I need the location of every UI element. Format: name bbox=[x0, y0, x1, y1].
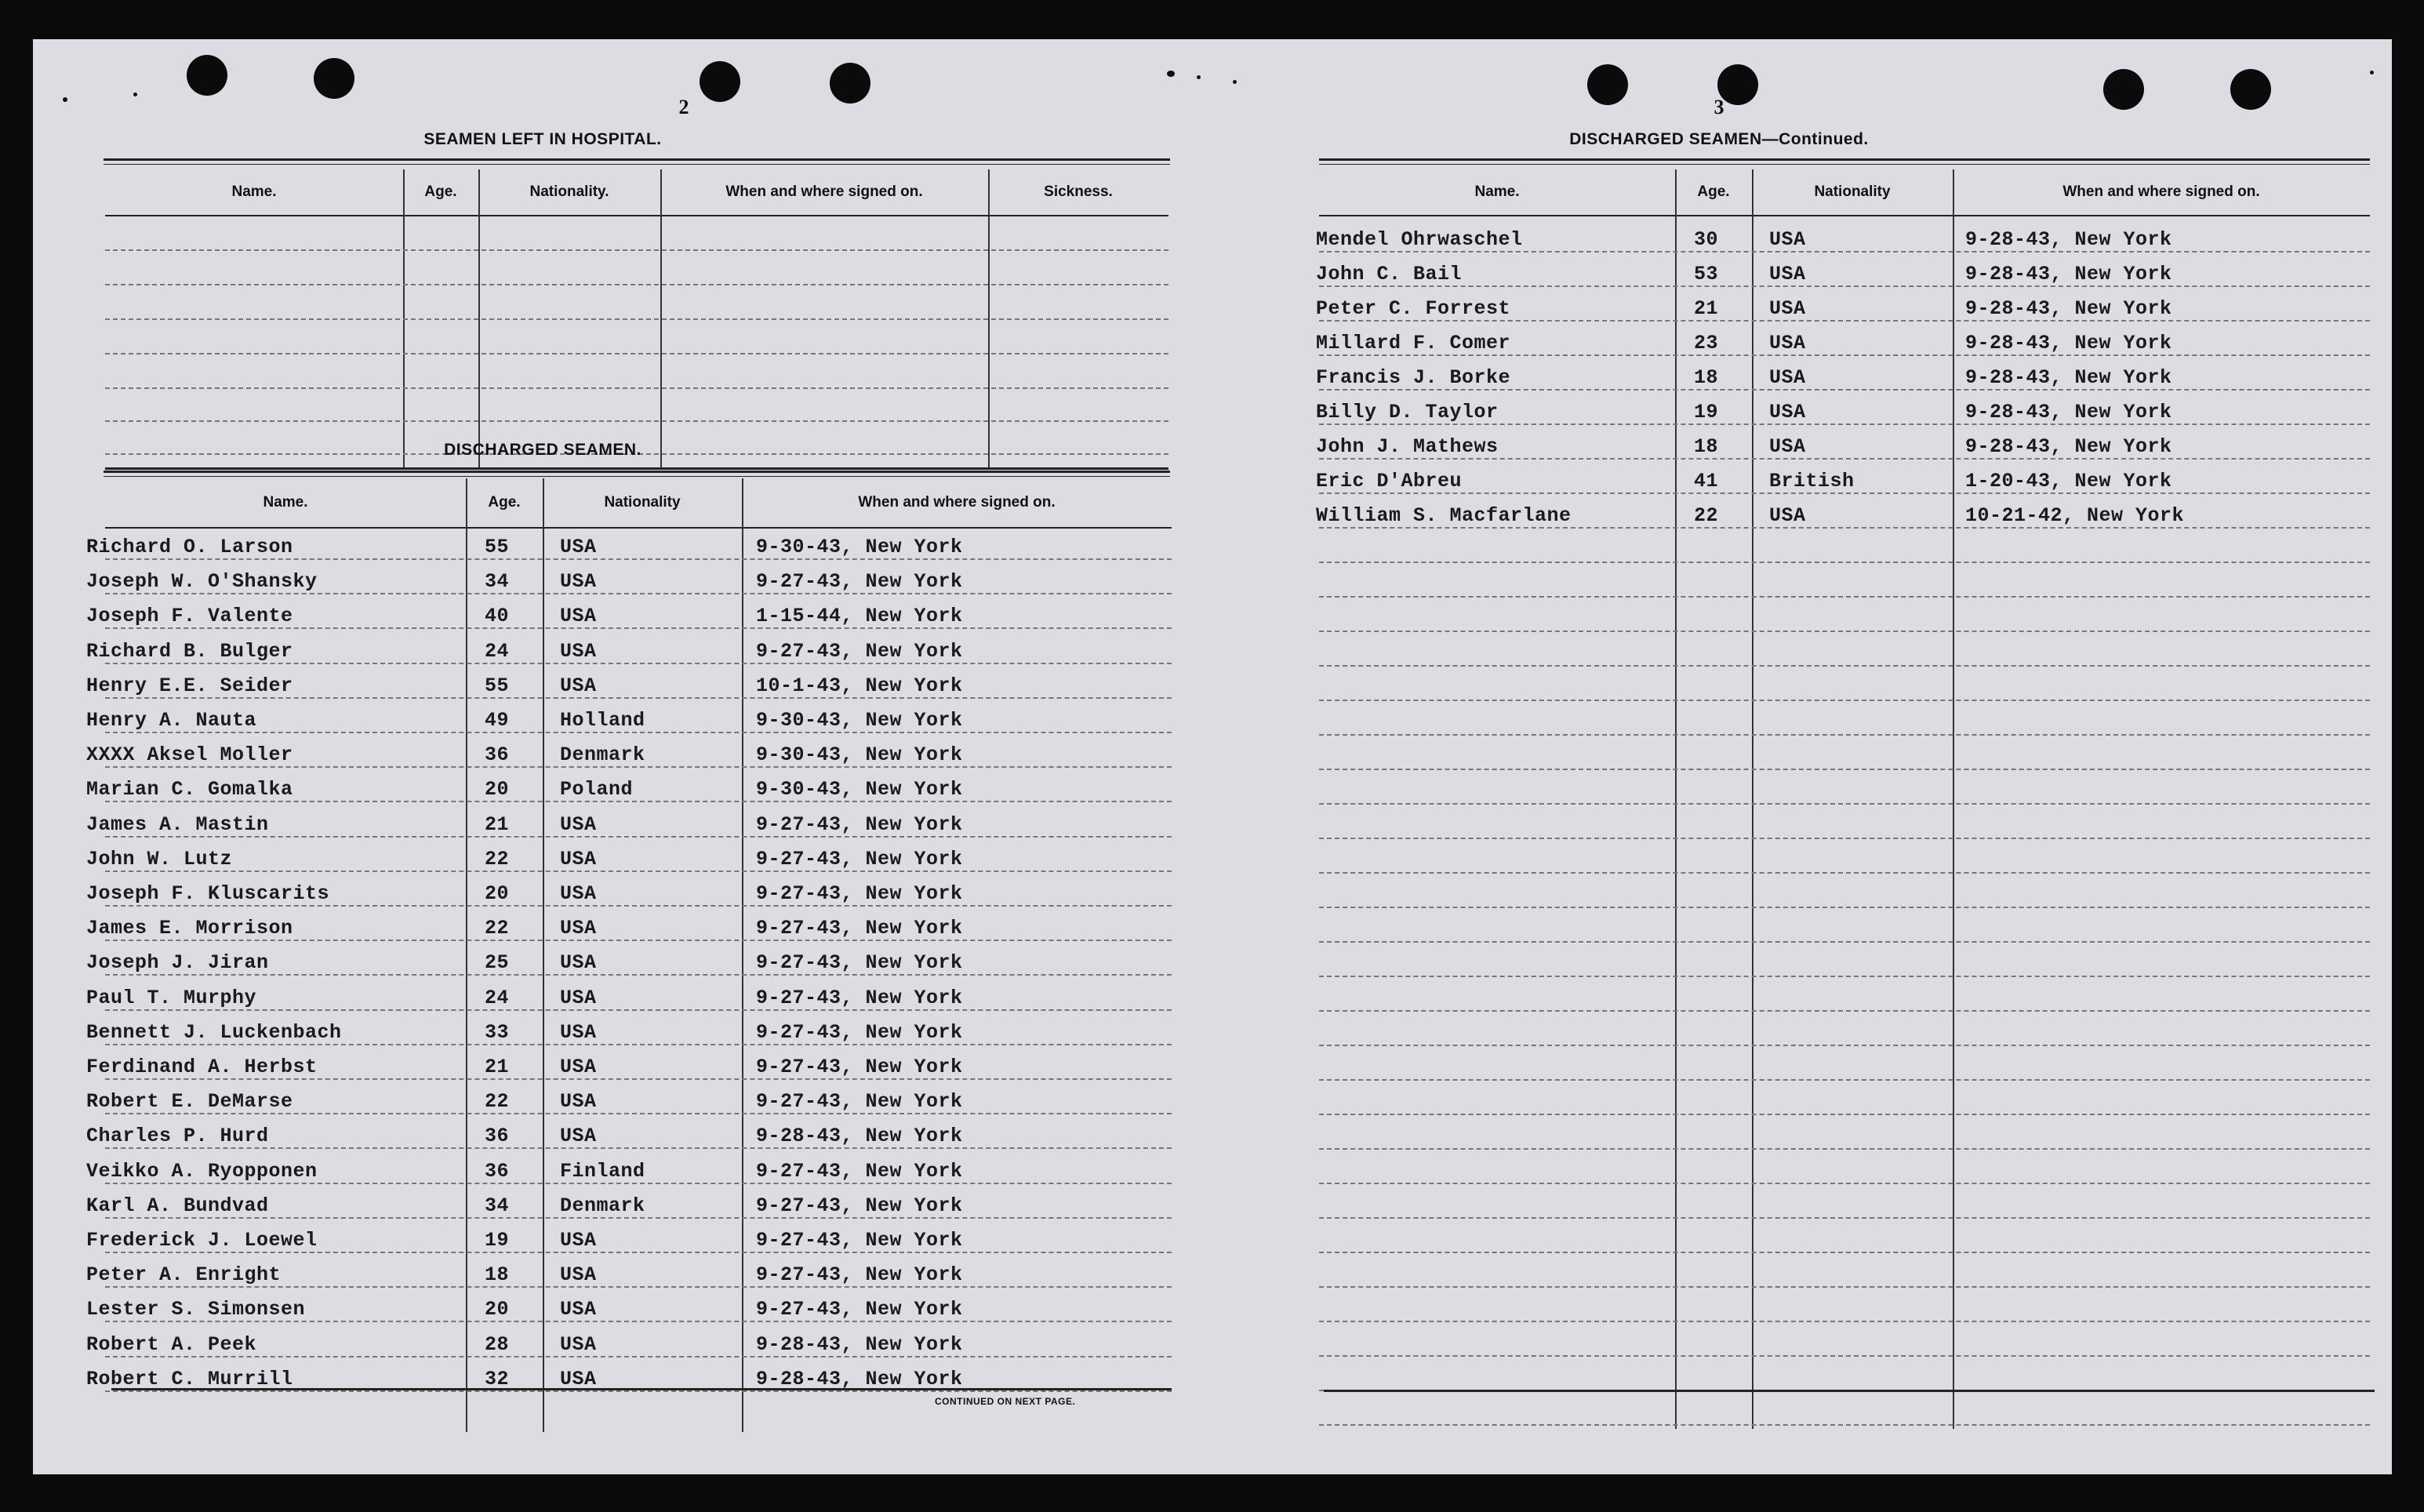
table-row bbox=[86, 874, 1172, 908]
table-row bbox=[1316, 496, 2370, 530]
cell-signed: 9-28-43, New York bbox=[1965, 297, 2172, 320]
cell-age: 22 bbox=[1694, 504, 1719, 527]
discharged-table-header bbox=[1319, 169, 2370, 216]
cell-signed: 10-21-42, New York bbox=[1965, 504, 2185, 527]
rule bbox=[1319, 158, 2370, 165]
cell-name: James E. Morrison bbox=[86, 917, 293, 940]
right-page bbox=[1256, 39, 2386, 1474]
discharged-table-header bbox=[105, 478, 1172, 529]
cell-age: 21 bbox=[485, 1056, 510, 1078]
cell-age: 34 bbox=[485, 1194, 510, 1217]
cell-nationality: USA bbox=[1769, 401, 1806, 423]
cell-signed: 10-1-43, New York bbox=[756, 674, 963, 697]
cell-signed: 9-28-43, New York bbox=[1965, 332, 2172, 354]
cell-nationality: Poland bbox=[560, 778, 634, 801]
cell-nationality: USA bbox=[560, 1090, 597, 1114]
cell-signed: 9-27-43, New York bbox=[756, 1056, 963, 1078]
cell-name: Robert C. Murrill bbox=[86, 1367, 293, 1390]
cell-age: 21 bbox=[1694, 297, 1719, 320]
header-signed: When and where signed on. bbox=[725, 184, 923, 200]
cell-signed: 9-27-43, New York bbox=[756, 1159, 963, 1183]
cell-signed: 9-28-43, New York bbox=[756, 1125, 963, 1148]
cell-nationality: Holland bbox=[560, 709, 645, 732]
table-row bbox=[86, 1116, 1172, 1150]
table-row bbox=[86, 769, 1172, 804]
cell-nationality: USA bbox=[560, 605, 597, 628]
cell-nationality: USA bbox=[560, 1298, 597, 1321]
page-number: 3 bbox=[1714, 96, 1724, 118]
cell-name: Henry E.E. Seider bbox=[86, 674, 293, 697]
cell-nationality: USA bbox=[1769, 332, 1806, 354]
cell-name: Eric D'Abreu bbox=[1316, 470, 1463, 492]
cell-signed: 9-27-43, New York bbox=[756, 1090, 963, 1114]
rule bbox=[104, 471, 1170, 477]
cell-nationality: USA bbox=[1769, 366, 1806, 389]
cell-nationality: USA bbox=[560, 951, 597, 975]
cell-name: Richard B. Bulger bbox=[86, 639, 293, 663]
cell-name: Millard F. Comer bbox=[1316, 332, 1511, 354]
cell-signed: 9-28-43, New York bbox=[1965, 435, 2172, 458]
table-row bbox=[86, 1220, 1172, 1255]
table-row bbox=[1316, 392, 2370, 427]
table-row bbox=[1316, 220, 2370, 254]
cell-nationality: USA bbox=[560, 1332, 597, 1356]
cell-name: Joseph F. Valente bbox=[86, 605, 293, 628]
cell-name: Peter C. Forrest bbox=[1316, 297, 1511, 320]
table-row bbox=[86, 978, 1172, 1012]
table-row bbox=[86, 1325, 1172, 1359]
cell-signed: 9-28-43, New York bbox=[1965, 366, 2172, 389]
cell-signed: 9-30-43, New York bbox=[756, 743, 963, 767]
page-number: 2 bbox=[678, 96, 689, 118]
table-row bbox=[86, 1047, 1172, 1081]
cell-nationality: USA bbox=[560, 1020, 597, 1044]
table-row bbox=[86, 943, 1172, 977]
cell-nationality: British bbox=[1769, 470, 1855, 492]
cell-name: Robert A. Peek bbox=[86, 1332, 257, 1356]
header-signed: When and where signed on. bbox=[858, 494, 1056, 511]
cell-nationality: USA bbox=[560, 536, 597, 558]
header-age: Age. bbox=[1697, 184, 1730, 200]
hospital-table-header bbox=[105, 169, 1168, 216]
cell-nationality: USA bbox=[560, 812, 597, 836]
cell-nationality: USA bbox=[560, 674, 597, 697]
cell-name: Karl A. Bundvad bbox=[86, 1194, 269, 1217]
cell-age: 22 bbox=[485, 1090, 510, 1114]
cell-age: 28 bbox=[485, 1332, 510, 1356]
cell-signed: 9-27-43, New York bbox=[756, 917, 963, 940]
cell-age: 20 bbox=[485, 1298, 510, 1321]
rule bbox=[111, 1388, 1172, 1390]
table-row bbox=[86, 631, 1172, 666]
table-row bbox=[86, 1255, 1172, 1289]
cell-signed: 9-27-43, New York bbox=[756, 1263, 963, 1287]
continued-note: CONTINUED ON NEXT PAGE. bbox=[935, 1396, 1076, 1407]
discharged-continued-title: DISCHARGED SEAMEN—Continued. bbox=[1569, 130, 1869, 148]
cell-signed: 1-20-43, New York bbox=[1965, 470, 2172, 492]
cell-nationality: USA bbox=[1769, 228, 1806, 251]
rule bbox=[1324, 1390, 2375, 1392]
cell-age: 20 bbox=[485, 778, 510, 801]
cell-age: 18 bbox=[1694, 435, 1719, 458]
table-row bbox=[86, 839, 1172, 874]
cell-signed: 9-27-43, New York bbox=[756, 951, 963, 975]
cell-signed: 9-30-43, New York bbox=[756, 778, 963, 801]
cell-name: Robert E. DeMarse bbox=[86, 1090, 293, 1114]
cell-signed: 9-27-43, New York bbox=[756, 812, 963, 836]
cell-name: Lester S. Simonsen bbox=[86, 1298, 306, 1321]
cell-nationality: USA bbox=[1769, 435, 1806, 458]
cell-age: 55 bbox=[485, 536, 510, 558]
cell-age: 22 bbox=[485, 917, 510, 940]
cell-signed: 9-27-43, New York bbox=[756, 882, 963, 905]
cell-age: 30 bbox=[1694, 228, 1719, 251]
cell-nationality: USA bbox=[560, 882, 597, 905]
table-row bbox=[86, 1289, 1172, 1324]
cell-age: 21 bbox=[485, 812, 510, 836]
cell-age: 36 bbox=[485, 1159, 510, 1183]
cell-age: 18 bbox=[485, 1263, 510, 1287]
cell-age: 41 bbox=[1694, 470, 1719, 492]
table-row bbox=[86, 700, 1172, 735]
table-row bbox=[86, 1151, 1172, 1186]
cell-nationality: Denmark bbox=[560, 743, 645, 767]
cell-name: Henry A. Nauta bbox=[86, 709, 257, 732]
header-name: Name. bbox=[231, 184, 277, 200]
cell-signed: 9-28-43, New York bbox=[756, 1367, 963, 1390]
cell-name: Joseph J. Jiran bbox=[86, 951, 269, 975]
header-nationality: Nationality. bbox=[529, 184, 609, 200]
cell-age: 19 bbox=[1694, 401, 1719, 423]
cell-signed: 9-27-43, New York bbox=[756, 1229, 963, 1252]
cell-signed: 9-27-43, New York bbox=[756, 847, 963, 870]
cell-age: 22 bbox=[485, 847, 510, 870]
header-name: Name. bbox=[263, 494, 308, 511]
cell-age: 36 bbox=[485, 1125, 510, 1148]
cell-nationality: USA bbox=[560, 847, 597, 870]
rule bbox=[105, 467, 1168, 470]
table-row bbox=[86, 1081, 1172, 1116]
cell-age: 49 bbox=[485, 709, 510, 732]
cell-name: Billy D. Taylor bbox=[1316, 401, 1499, 423]
table-row bbox=[1316, 289, 2370, 323]
cell-name: Francis J. Borke bbox=[1316, 366, 1511, 389]
cell-name: Paul T. Murphy bbox=[86, 986, 257, 1009]
table-row bbox=[86, 1012, 1172, 1047]
cell-name: Veikko A. Ryopponen bbox=[86, 1159, 318, 1183]
cell-signed: 9-27-43, New York bbox=[756, 1020, 963, 1044]
table-row bbox=[86, 527, 1172, 562]
cell-nationality: USA bbox=[560, 639, 597, 663]
cell-nationality: USA bbox=[560, 1056, 597, 1078]
cell-age: 40 bbox=[485, 605, 510, 628]
cell-age: 33 bbox=[485, 1020, 510, 1044]
cell-age: 25 bbox=[485, 951, 510, 975]
table-row bbox=[1316, 254, 2370, 289]
cell-name: Marian C. Gomalka bbox=[86, 778, 293, 801]
cell-nationality: USA bbox=[1769, 297, 1806, 320]
header-name: Name. bbox=[1474, 184, 1520, 200]
cell-nationality: USA bbox=[560, 1229, 597, 1252]
left-page bbox=[33, 39, 1178, 1474]
cell-signed: 9-28-43, New York bbox=[1965, 401, 2172, 423]
cell-age: 19 bbox=[485, 1229, 510, 1252]
cell-signed: 9-28-43, New York bbox=[756, 1332, 963, 1356]
hospital-table bbox=[105, 169, 1168, 467]
cell-name: James A. Mastin bbox=[86, 812, 269, 836]
cell-name: Bennett J. Luckenbach bbox=[86, 1020, 342, 1044]
table-row bbox=[86, 1186, 1172, 1220]
cell-name: Frederick J. Loewel bbox=[86, 1229, 318, 1252]
table-row bbox=[1316, 323, 2370, 358]
cell-signed: 9-28-43, New York bbox=[1965, 228, 2172, 251]
cell-signed: 1-15-44, New York bbox=[756, 605, 963, 628]
cell-name: John C. Bail bbox=[1316, 263, 1463, 285]
header-nationality: Nationality bbox=[604, 494, 681, 511]
cell-signed: 9-27-43, New York bbox=[756, 1298, 963, 1321]
cell-age: 32 bbox=[485, 1367, 510, 1390]
cell-nationality: USA bbox=[560, 917, 597, 940]
discharged-table bbox=[86, 478, 1172, 1432]
cell-name: John W. Lutz bbox=[86, 847, 233, 870]
cell-nationality: USA bbox=[1769, 504, 1806, 527]
cell-name: William S. Macfarlane bbox=[1316, 504, 1572, 527]
cell-nationality: Denmark bbox=[560, 1194, 645, 1217]
cell-age: 36 bbox=[485, 743, 510, 767]
table-row bbox=[86, 908, 1172, 943]
discharged-section-title: DISCHARGED SEAMEN. bbox=[444, 441, 641, 459]
cell-age: 24 bbox=[485, 986, 510, 1009]
cell-signed: 9-27-43, New York bbox=[756, 986, 963, 1009]
cell-nationality: USA bbox=[560, 986, 597, 1009]
cell-age: 53 bbox=[1694, 263, 1719, 285]
cell-age: 23 bbox=[1694, 332, 1719, 354]
table-row bbox=[86, 805, 1172, 839]
cell-age: 34 bbox=[485, 570, 510, 594]
header-sickness: Sickness. bbox=[1044, 184, 1113, 200]
header-signed: When and where signed on. bbox=[2062, 184, 2260, 200]
cell-nationality: USA bbox=[560, 1263, 597, 1287]
cell-age: 18 bbox=[1694, 366, 1719, 389]
table-row bbox=[1316, 358, 2370, 392]
rule bbox=[104, 158, 1170, 165]
cell-name: Mendel Ohrwaschel bbox=[1316, 228, 1523, 251]
header-nationality: Nationality bbox=[1814, 184, 1891, 200]
discharged-table-continued bbox=[1316, 169, 2370, 1429]
cell-name: Charles P. Hurd bbox=[86, 1125, 269, 1148]
cell-signed: 9-27-43, New York bbox=[756, 1194, 963, 1217]
document-sheet bbox=[33, 39, 2392, 1474]
cell-nationality: USA bbox=[1769, 263, 1806, 285]
header-age: Age. bbox=[424, 184, 457, 200]
table-row bbox=[86, 562, 1172, 596]
hospital-section-title: SEAMEN LEFT IN HOSPITAL. bbox=[423, 130, 662, 148]
cell-name: XXXX Aksel Moller bbox=[86, 743, 293, 767]
cell-age: 24 bbox=[485, 639, 510, 663]
cell-signed: 9-28-43, New York bbox=[1965, 263, 2172, 285]
cell-nationality: USA bbox=[560, 570, 597, 594]
cell-signed: 9-27-43, New York bbox=[756, 639, 963, 663]
table-row bbox=[86, 666, 1172, 700]
cell-name: John J. Mathews bbox=[1316, 435, 1499, 458]
cell-name: Richard O. Larson bbox=[86, 536, 293, 558]
cell-signed: 9-30-43, New York bbox=[756, 709, 963, 732]
cell-name: Joseph W. O'Shansky bbox=[86, 570, 318, 594]
cell-age: 20 bbox=[485, 882, 510, 905]
table-row bbox=[86, 735, 1172, 769]
cell-name: Joseph F. Kluscarits bbox=[86, 882, 330, 905]
header-age: Age. bbox=[488, 494, 521, 511]
cell-name: Ferdinand A. Herbst bbox=[86, 1056, 318, 1078]
cell-signed: 9-27-43, New York bbox=[756, 570, 963, 594]
cell-signed: 9-30-43, New York bbox=[756, 536, 963, 558]
cell-nationality: Finland bbox=[560, 1159, 645, 1183]
cell-age: 55 bbox=[485, 674, 510, 697]
table-row bbox=[86, 596, 1172, 631]
cell-nationality: USA bbox=[560, 1367, 597, 1390]
table-row bbox=[1316, 461, 2370, 496]
table-row bbox=[1316, 427, 2370, 461]
cell-nationality: USA bbox=[560, 1125, 597, 1148]
cell-name: Peter A. Enright bbox=[86, 1263, 282, 1287]
